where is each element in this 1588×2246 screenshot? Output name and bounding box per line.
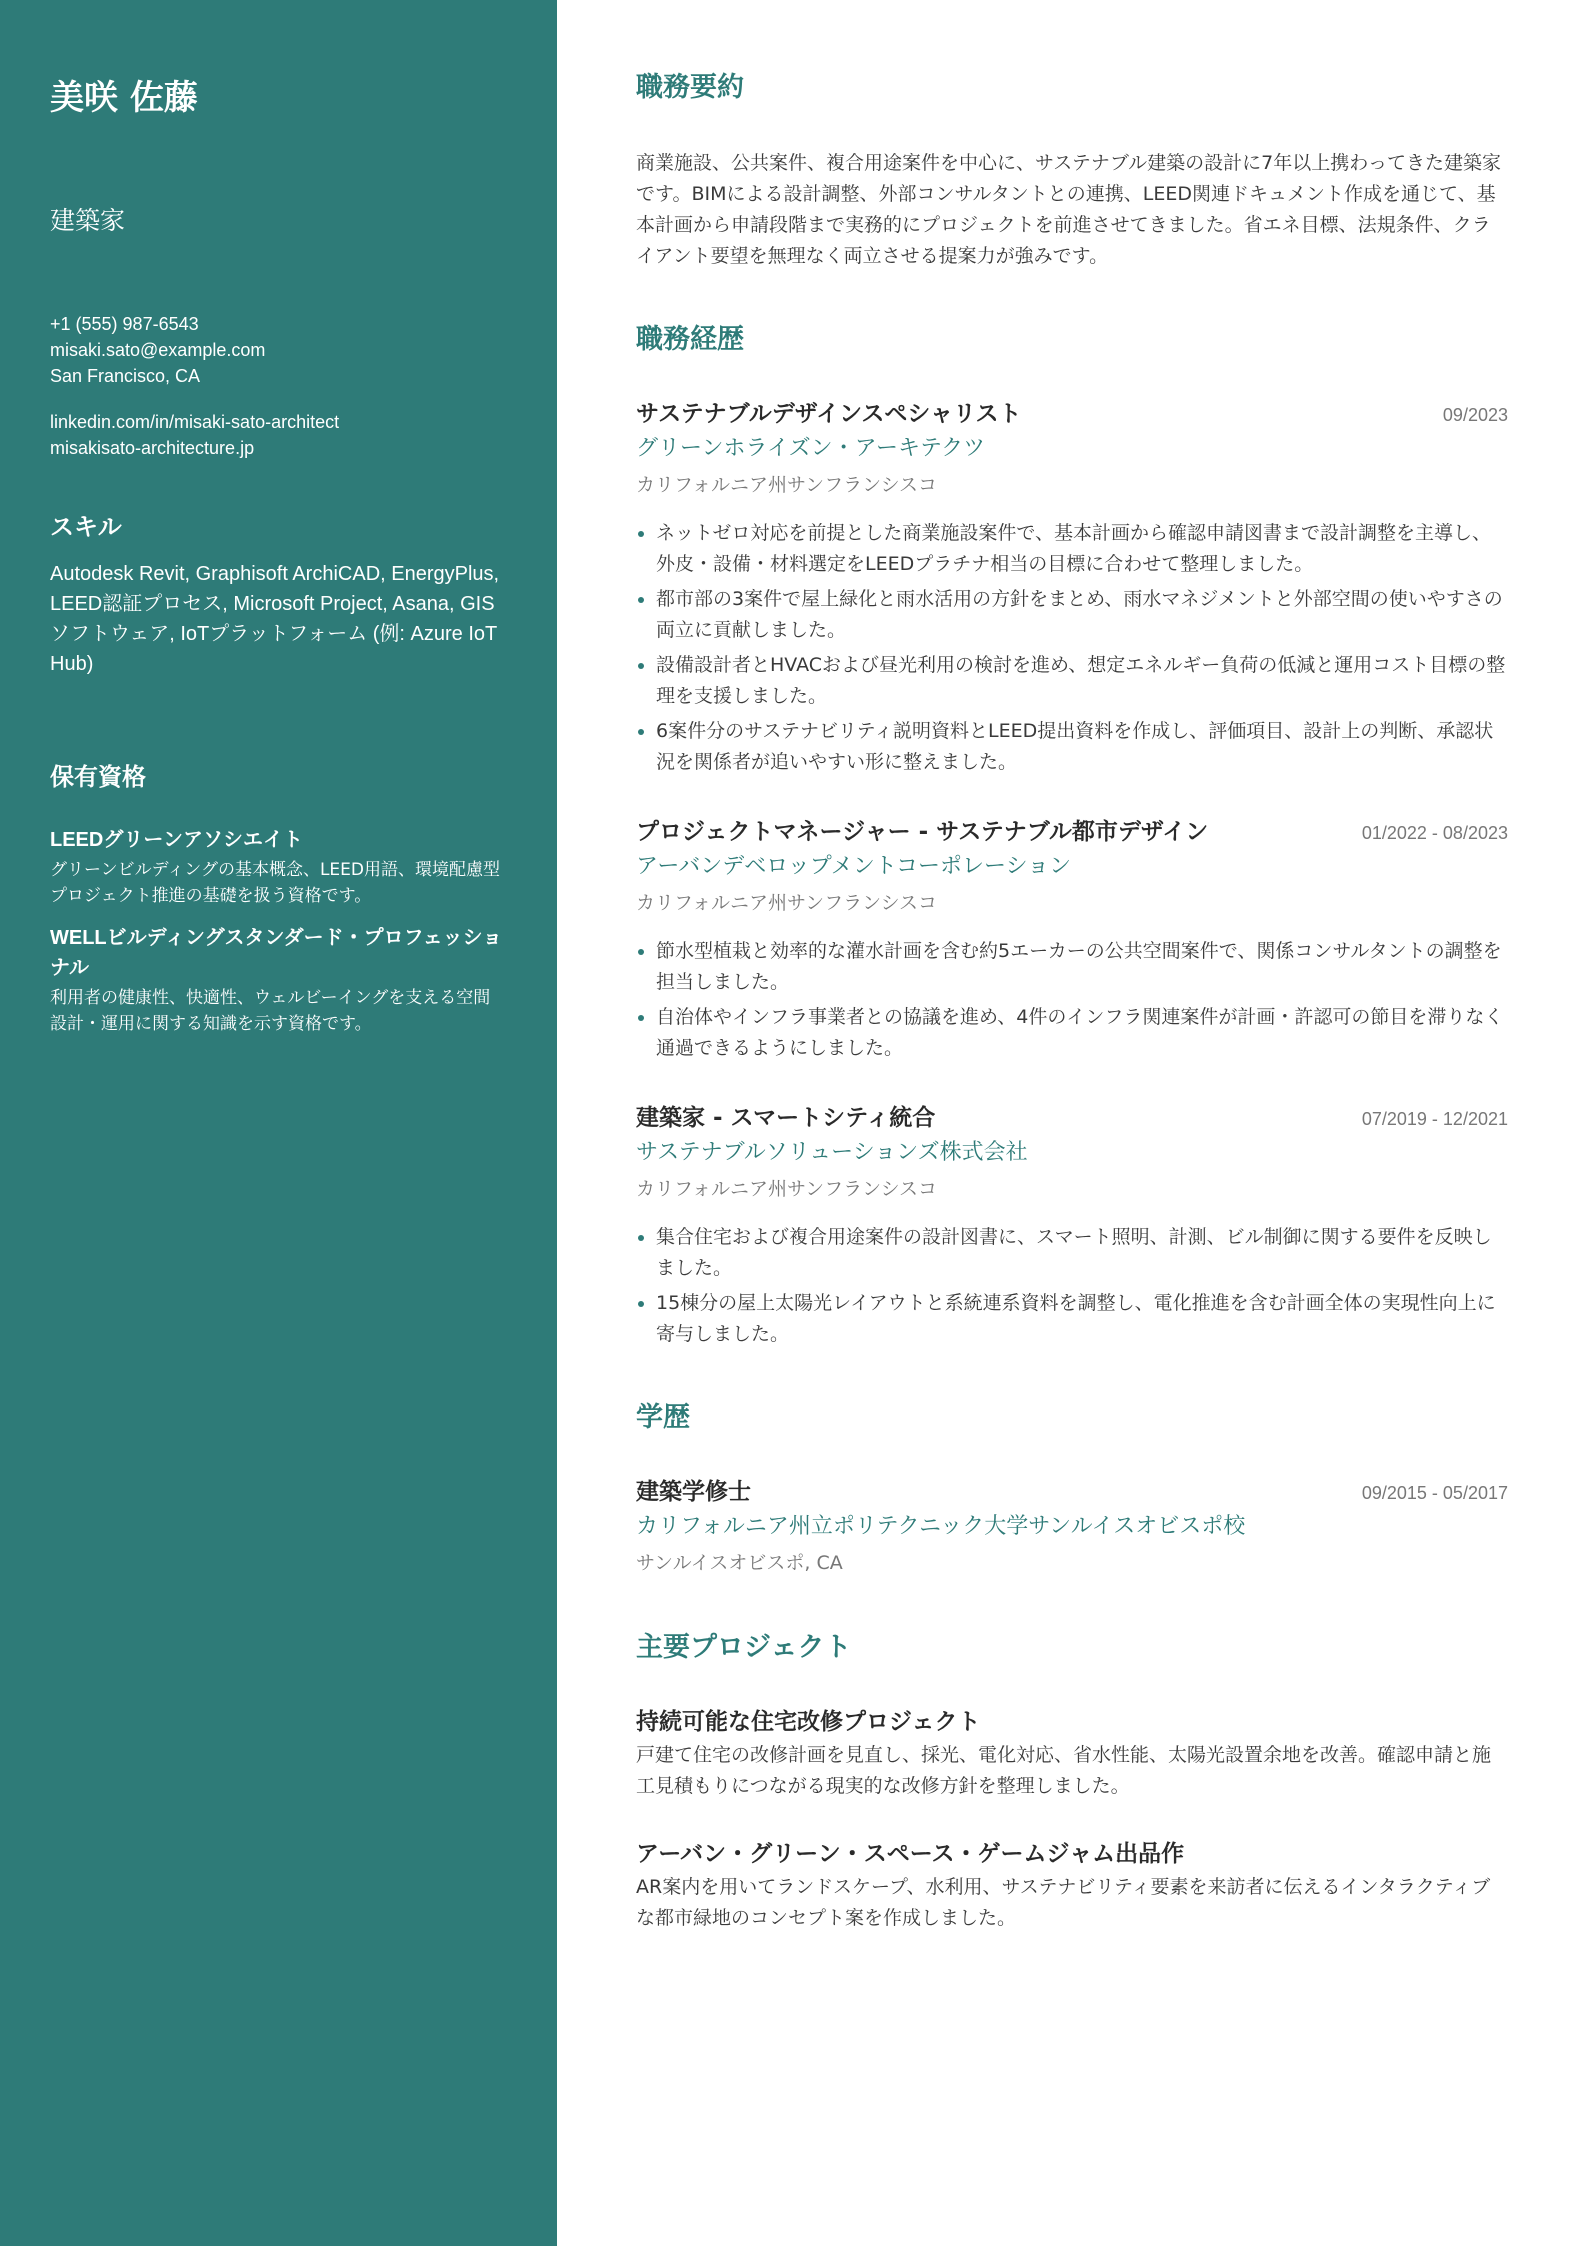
person-name: 美咲 佐藤 xyxy=(50,78,198,118)
bullet-item: • 設備設計者とHVACおよび昼光利用の検討を進め、想定エネルギー負荷の低減と運用コスト目標の整理を支援しました。 xyxy=(656,650,1508,712)
job-date: 09/2023 xyxy=(1442,405,1508,425)
job-date: 01/2022 - 08/2023 xyxy=(1361,823,1508,843)
job-location: カリフォルニア州サンフランシスコ xyxy=(636,474,938,496)
bullet-item: • 15棟分の屋上太陽光レイアウトと系統連系資料を調整し、電化推進を含む計画全体の実現性向上に寄与しました。 xyxy=(656,1288,1508,1350)
project-desc: 戸建て住宅の改修計画を見直し、採光、電化対応、省水性能、太陽光設置余地を改善。確認申請と施工見積もりにつながる現実的な改修方針を整理しました。 xyxy=(636,1744,1492,1797)
bullet-item: • 自治体やインフラ事業者との協議を進め、4件のインフラ関連案件が計画・許認可の節目を滞りなく通過できるようにしました。 xyxy=(656,1002,1508,1064)
job-bullets xyxy=(636,936,1508,1064)
projects-section xyxy=(636,1630,1508,1934)
summary-section xyxy=(636,70,1508,272)
project-item xyxy=(636,1838,1508,1934)
summary-heading: 職務要約 xyxy=(636,72,744,103)
project-item xyxy=(636,1706,1508,1802)
school-name: カリフォルニア州立ポリテクニック大学サンルイスオビスポ校 xyxy=(636,1514,1246,1539)
degree: 建築学修士 xyxy=(636,1479,751,1505)
job-entry xyxy=(636,398,1508,778)
contact-info xyxy=(50,311,507,461)
certification-title: LEEDグリーンアソシエイト xyxy=(50,829,303,851)
project-desc: AR案内を用いてランドスケープ、水利用、サステナビリティ要素を来訪者に伝えるインタラクティブな都市緑地のコンセプト案を作成しました。 xyxy=(636,1876,1491,1929)
main-content xyxy=(636,70,1508,1934)
certification-desc: 利用者の健康性、快適性、ウェルビーイングを支える空間設計・運用に関する知識を示す資格です。 xyxy=(50,988,491,1034)
bullet-item: • 6案件分のサステナビリティ説明資料とLEED提出資料を作成し、評価項目、設計上の判断、承認状況を関係者が追いやすい形に整えました。 xyxy=(656,716,1508,778)
experience-heading: 職務経歴 xyxy=(636,324,744,355)
projects-heading: 主要プロジェクト xyxy=(636,1632,852,1663)
bullet-item: • ネットゼロ対応を前提とした商業施設案件で、基本計画から確認申請図書まで設計調整を主導し、外皮・設備・材料選定をLEEDプラチナ相当の目標に合わせて整理しました。 xyxy=(656,518,1508,580)
email[interactable]: misaki.sato@example.com xyxy=(50,340,266,360)
job-bullets xyxy=(636,518,1508,778)
certification-item xyxy=(50,825,507,909)
job-bullets xyxy=(636,1222,1508,1350)
job-date: 07/2019 - 12/2021 xyxy=(1361,1109,1508,1129)
bullet-item: • 節水型植栽と効率的な灌水計画を含む約5エーカーの公共空間案件で、関係コンサルタントの調整を担当しました。 xyxy=(656,936,1508,998)
project-title: 持続可能な住宅改修プロジェクト xyxy=(636,1709,981,1735)
certifications-list xyxy=(50,825,507,1037)
job-position: サステナブルデザインスペシャリスト xyxy=(636,401,1022,427)
job-position: 建築家 - スマートシティ統合 xyxy=(636,1105,936,1131)
job-position: プロジェクトマネージャー - サステナブル都市デザイン xyxy=(636,819,1209,845)
certification-title: WELLビルディングスタンダード・プロフェッショナル xyxy=(50,927,503,979)
certifications-heading: 保有資格 xyxy=(50,763,146,791)
experience-section xyxy=(636,322,1508,1350)
phone: +1 (555) 987-6543 xyxy=(50,314,199,334)
job-entry xyxy=(636,1102,1508,1350)
job-company: グリーンホライズン・アーキテクツ xyxy=(636,436,986,461)
certification-item xyxy=(50,923,507,1037)
skills-heading: スキル xyxy=(50,513,122,541)
project-title: アーバン・グリーン・スペース・ゲームジャム出品作 xyxy=(636,1841,1185,1867)
education-heading: 学歴 xyxy=(636,1402,690,1433)
job-location: カリフォルニア州サンフランシスコ xyxy=(636,892,938,914)
sidebar xyxy=(0,0,557,2246)
education-entry xyxy=(636,1476,1508,1580)
location: San Francisco, CA xyxy=(50,366,201,386)
education-section xyxy=(636,1400,1508,1580)
bullet-item: • 都市部の3案件で屋上緑化と雨水活用の方針をまとめ、雨水マネジメントと外部空間の使いやすさの両立に貢献しました。 xyxy=(656,584,1508,646)
certification-desc: グリーンビルディングの基本概念、LEED用語、環境配慮型プロジェクト推進の基礎を扱う資格です。 xyxy=(50,860,501,906)
linkedin-link[interactable]: linkedin.com/in/misaki-sato-architect xyxy=(50,412,340,432)
job-title: 建築家 xyxy=(50,206,126,235)
bullet-item: • 集合住宅および複合用途案件の設計図書に、スマート照明、計測、ビル制御に関する要件を反映しました。 xyxy=(656,1222,1508,1284)
website-link[interactable]: misakisato-architecture.jp xyxy=(50,438,255,458)
school-location: サンルイスオビスポ, CA xyxy=(636,1552,843,1574)
skills-text: Autodesk Revit, Graphisoft ArchiCAD, EnergyPlus, LEED認証プロセス, Microsoft Project, Asana, GISソフトウェア, IoTプラットフォーム (例: Azure IoT Hub) xyxy=(50,563,500,675)
job-company: サステナブルソリューションズ株式会社 xyxy=(636,1140,1028,1165)
job-location: カリフォルニア州サンフランシスコ xyxy=(636,1178,938,1200)
job-company: アーバンデベロップメントコーポレーション xyxy=(636,854,1072,879)
education-date: 09/2015 - 05/2017 xyxy=(1361,1483,1508,1503)
job-entry xyxy=(636,816,1508,1064)
summary-text: 商業施設、公共案件、複合用途案件を中心に、サステナブル建築の設計に7年以上携わってきた建築家です。BIMによる設計調整、外部コンサルタントとの連携、LEED関連ドキュメント作成を通じて、基本計画から申請段階まで実務的にプロジェクトを前進させてきました。省エネ目標、法規条件、クライアント要望を無理なく両立させる提案力が強みです。 xyxy=(636,152,1502,267)
